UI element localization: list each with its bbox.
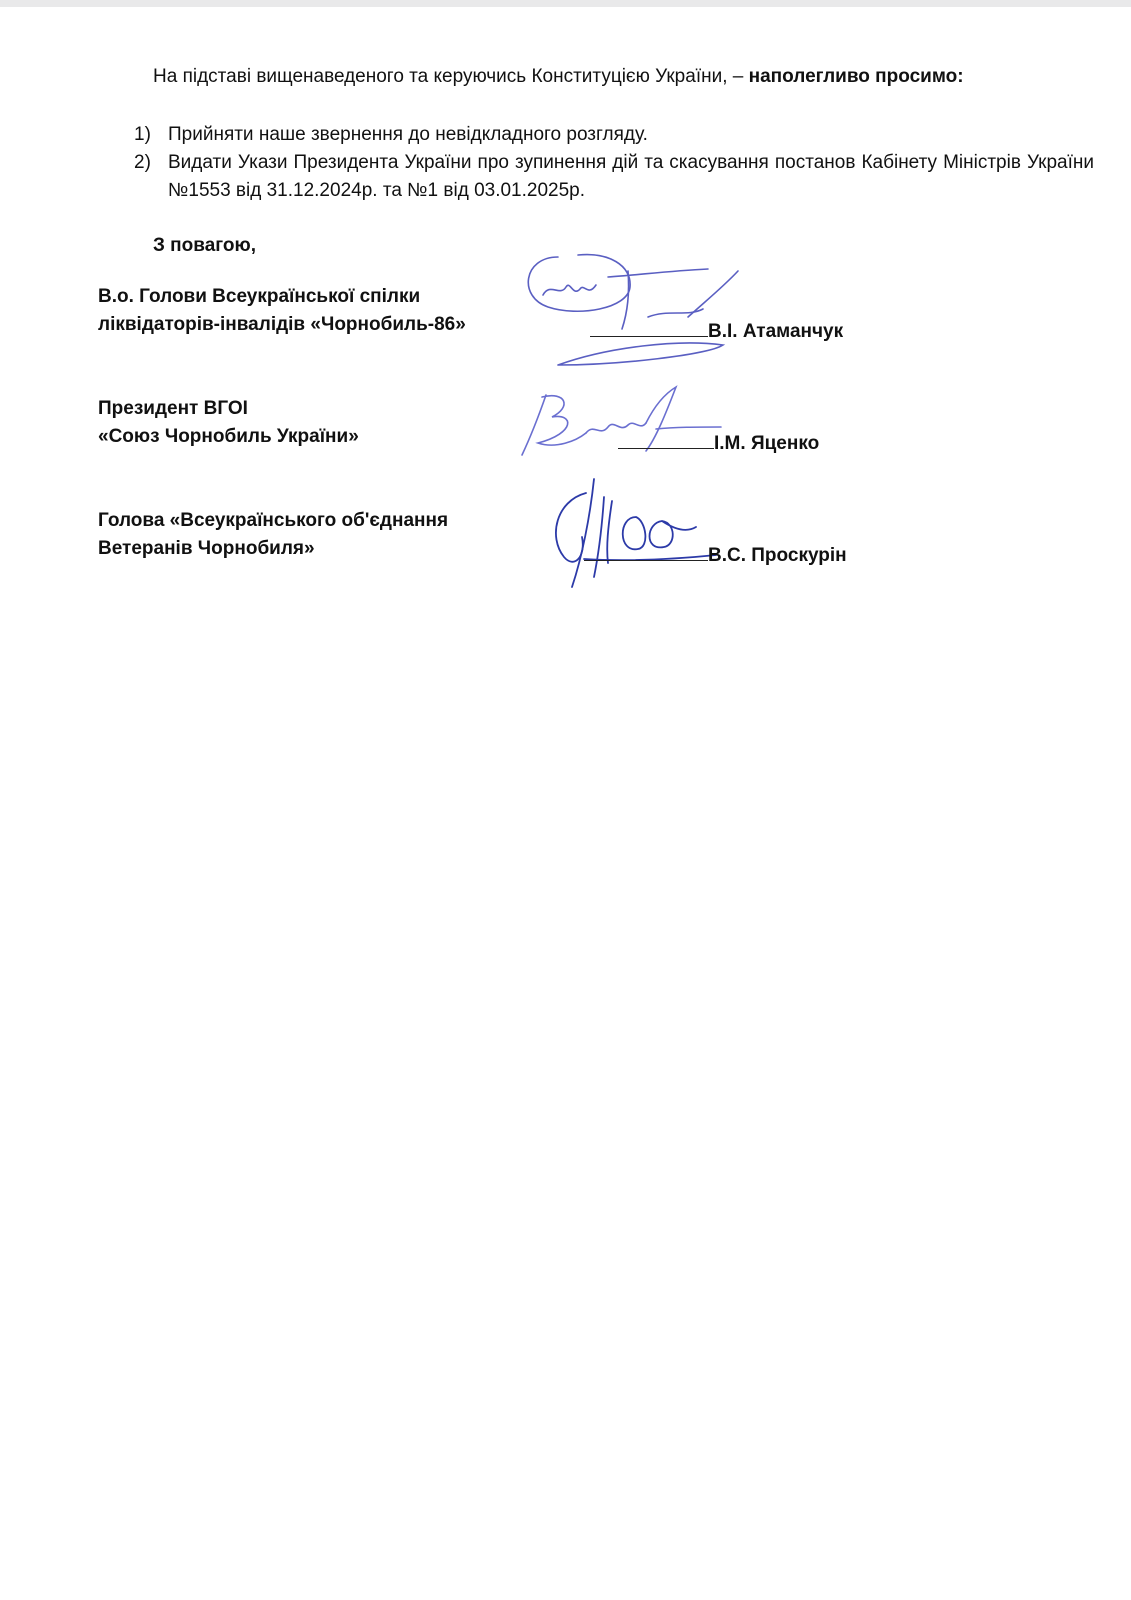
role-line: «Союз Чорнобиль України» xyxy=(98,426,359,447)
list-item-text: Видати Укази Президента України про зупинення дій та скасування постанов Кабінету Міністрів України №1553 від 31.12.2024р. та №1 від 03.01.2025р. xyxy=(168,152,1094,201)
intro-text: На підставі вищенаведеного та керуючись Конституцією України, – xyxy=(153,66,744,87)
requests-list xyxy=(134,121,1094,205)
role-line: В.о. Голови Всеукраїнської спілки xyxy=(98,286,421,307)
list-item xyxy=(134,149,1094,205)
signatory-name: І.М. Яценко xyxy=(714,433,820,454)
document-page xyxy=(0,7,1131,1600)
signatory-name-line xyxy=(590,316,843,344)
role-line: ліквідаторів-інвалідів «Чорнобиль-86» xyxy=(98,314,466,335)
signatory-proskurin xyxy=(98,507,1098,617)
signature-underline xyxy=(584,540,708,561)
role-line: Голова «Всеукраїнського об'єднання xyxy=(98,510,449,531)
handwritten-signature xyxy=(546,477,726,597)
list-item xyxy=(134,121,1094,149)
role-line: Ветеранів Чорнобиля» xyxy=(98,538,315,559)
role-line: Президент ВГОІ xyxy=(98,398,248,419)
intro-paragraph xyxy=(153,65,1093,89)
signatory-name: В.С. Проскурін xyxy=(708,545,847,566)
signatory-name: В.І. Атаманчук xyxy=(708,321,844,342)
signatory-name-line xyxy=(584,540,847,568)
signatory-role xyxy=(98,507,538,563)
intro-emphasis: наполегливо просимо: xyxy=(748,66,964,87)
signatory-atamanchuk xyxy=(98,283,1098,393)
list-item-number: 2) xyxy=(134,152,151,173)
signature-underline xyxy=(618,428,714,449)
list-item-text: Прийняти наше звернення до невідкладного розгляду. xyxy=(168,124,648,145)
top-edge-bar xyxy=(0,0,1131,7)
signature-underline xyxy=(590,316,708,337)
signatory-role xyxy=(98,395,538,451)
signatory-name-line xyxy=(618,428,819,456)
list-item-number: 1) xyxy=(134,124,151,145)
greeting: З повагою, xyxy=(153,235,257,256)
signatory-role xyxy=(98,283,538,339)
